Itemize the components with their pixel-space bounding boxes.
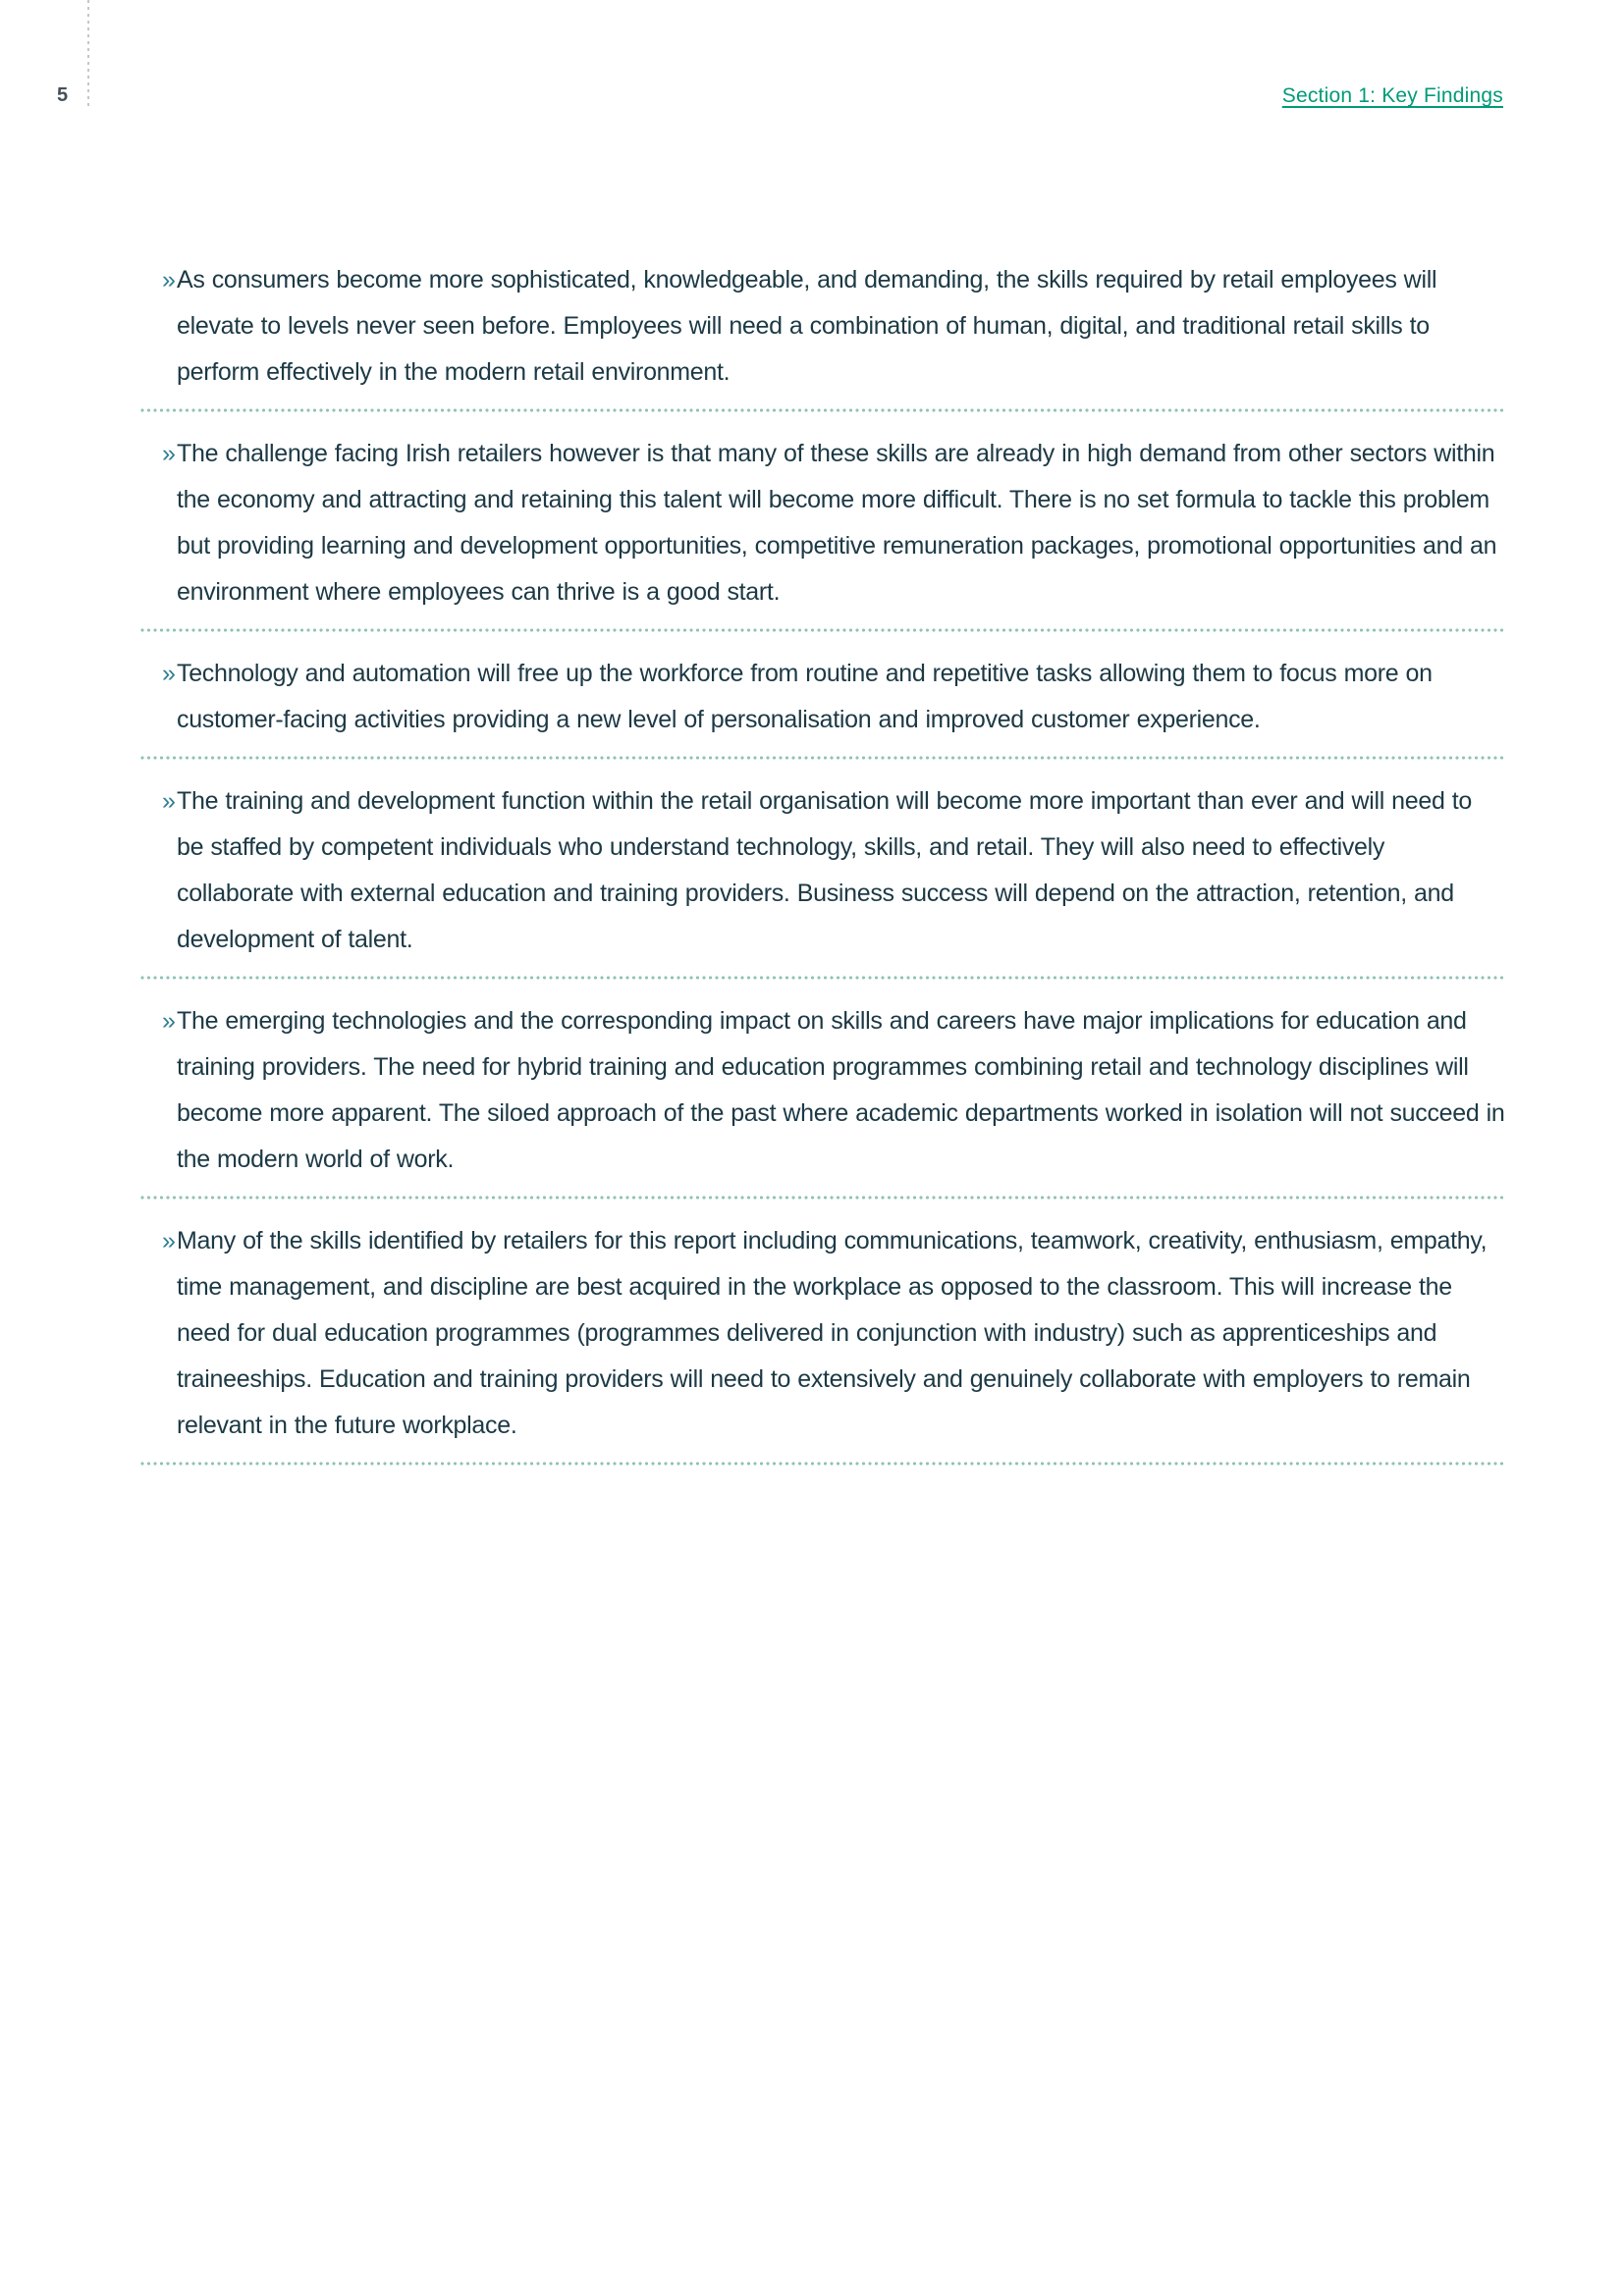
bullet-marker: » (162, 787, 176, 815)
list-item (140, 257, 1505, 396)
list-item (140, 778, 1505, 963)
bullet-text: The challenge facing Irish retailers however is that many of these skills are already in high demand from other sectors within the economy and attracting and retaining this talent will become more difficult. There is no set formula to tackle this problem but providing learning and development opportunities, competitive remuneration packages, promotional opportunities and an environment where employees can thrive is a good start. (177, 440, 1497, 606)
section-header-link[interactable]: Section 1: Key Findings (1281, 84, 1503, 107)
bullet-marker: » (162, 1227, 176, 1255)
bullet-text: As consumers become more sophisticated, knowledgeable, and demanding, the skills required by retail employees will elevate to levels never seen before. Employees will need a combination of human, digital, and traditional retail skills to perform effectively in the modern retail environment. (177, 266, 1437, 386)
list-item (140, 1218, 1505, 1449)
dotted-separator (140, 1462, 1505, 1466)
bullet-text: The emerging technologies and the corresponding impact on skills and careers have major implications for education and training providers. The need for hybrid training and education programmes combining retail and technology disciplines will become more apparent. The siloed approach of the past where academic departments worked in isolation will not succeed in the modern world of work. (177, 1007, 1505, 1173)
list-item (140, 998, 1505, 1183)
dotted-separator (140, 756, 1505, 760)
bullet-marker: » (162, 440, 176, 467)
bullet-marker: » (162, 660, 176, 687)
bullet-marker: » (162, 1007, 176, 1035)
dotted-separator (140, 1196, 1505, 1200)
dotted-separator (140, 408, 1505, 412)
list-item (140, 431, 1505, 615)
bullet-marker: » (162, 266, 176, 294)
page-number: 5 (57, 84, 69, 106)
margin-dotted-rule (87, 0, 89, 110)
dotted-separator (140, 976, 1505, 980)
key-findings-list (140, 257, 1505, 1484)
bullet-text: Many of the skills identified by retailers for this report including communications, teamwork, creativity, enthusiasm, empathy, time management, and discipline are best acquired in the workplace as opposed to the classroom. This will increase the need for dual education programmes (programmes delivered in conjunction with industry) such as apprenticeships and traineeships. Education and training providers will need to extensively and genuinely collaborate with employers to remain relevant in the future workplace. (177, 1227, 1488, 1439)
bullet-text: Technology and automation will free up the workforce from routine and repetitive tasks allowing them to focus more on customer-facing activities providing a new level of personalisation and improved customer experience. (177, 660, 1433, 733)
bullet-text: The training and development function within the retail organisation will become more important than ever and will need to be staffed by competent individuals who understand technology, skills, and retail. They will also need to effectively collaborate with external education and training providers. Business success will depend on the attraction, retention, and development of talent. (177, 787, 1472, 953)
list-item (140, 651, 1505, 743)
dotted-separator (140, 628, 1505, 632)
